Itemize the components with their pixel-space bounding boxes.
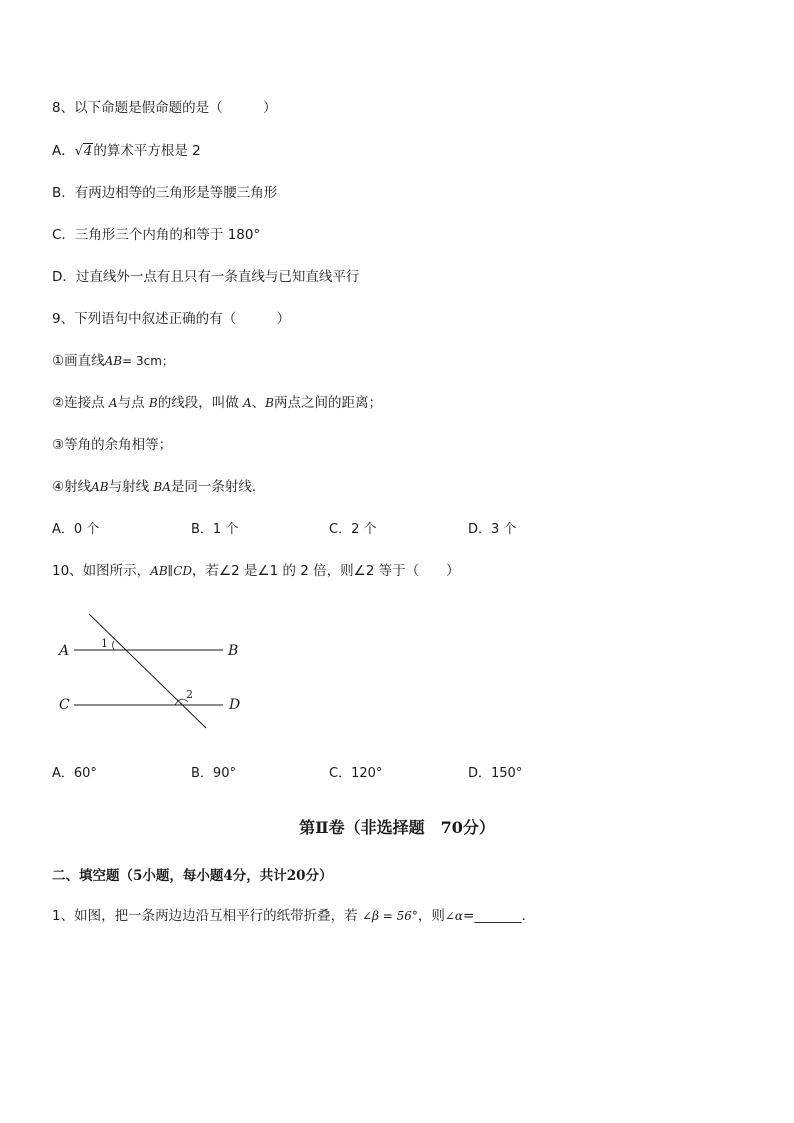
- q9-s1-text-b: = 3cm；: [122, 354, 174, 368]
- parallel-lines-figure: [50, 605, 260, 735]
- fill1-beta: ∠β = 56°: [361, 909, 418, 923]
- label-angle-1: 1: [101, 637, 108, 650]
- q9-s2-text-b: 与点: [117, 395, 149, 411]
- label-a: A: [59, 643, 70, 659]
- q9-s2-var-a2: A: [243, 396, 252, 410]
- q10-stem-var: AB∥CD: [150, 564, 193, 578]
- fill-in-section-heading: 二、填空题（5小题，每小题4分，共计20分）: [52, 868, 333, 884]
- q9-s1-text: ①画直线: [52, 353, 105, 369]
- q9-s4-text-c: 是同一条射线．: [170, 479, 266, 495]
- fill1-alpha: ∠α: [444, 909, 464, 923]
- q9-s2-text-a: ②连接点: [52, 395, 109, 411]
- q8-option-b: B．有两边相等的三角形是等腰三角形: [52, 185, 278, 201]
- q9-s4-var-ab: AB: [91, 480, 109, 494]
- q10-stem: [52, 562, 460, 580]
- q9-s4-var-ba: BA: [153, 480, 171, 494]
- q8-stem: 8、以下命题是假命题的是（ ）: [52, 100, 277, 116]
- label-d: D: [229, 697, 241, 713]
- q8-option-a: [52, 142, 201, 161]
- q9-s4-text-b: 与射线: [108, 479, 154, 495]
- q9-statement-3: ③等角的余角相等；: [52, 437, 173, 453]
- q9-s2-var-b2: B: [265, 396, 274, 410]
- q9-statement-2: [52, 394, 382, 412]
- fill1-text-c: =_______．: [463, 908, 536, 924]
- q10-option-d: D．150°: [468, 766, 523, 781]
- transversal-line: [89, 614, 206, 728]
- q9-s4-text-a: ④射线: [52, 479, 92, 495]
- q10-option-b: B．90°: [191, 766, 236, 781]
- q8-option-a-prefix: A．: [52, 143, 75, 159]
- q10-stem-text-a: 10、如图所示，: [52, 563, 151, 579]
- q8-option-d: D．过直线外一点有且只有一条直线与已知直线平行: [52, 269, 360, 285]
- q9-option-a: A．0 个: [52, 522, 100, 537]
- label-b: B: [228, 643, 239, 659]
- q9-s2-var-a: A: [108, 396, 118, 410]
- label-c: C: [59, 697, 70, 713]
- q9-s2-text-c: 的线段，叫做: [157, 395, 243, 411]
- sqrt-expression: √4: [74, 144, 93, 159]
- q9-s1-var: AB: [104, 354, 123, 368]
- fill1-text-b: ，则: [417, 908, 445, 924]
- q10-option-a: A．60°: [52, 766, 97, 781]
- fill-question-1: [52, 907, 535, 925]
- fill1-text-a: 1、如图，把一条两边边沿互相平行的纸带折叠，若: [52, 908, 362, 924]
- q8-option-a-text: 的算术平方根是 2: [93, 143, 201, 159]
- angle-1-arc: [113, 641, 115, 650]
- q9-option-d: D．3 个: [468, 522, 517, 537]
- q8-option-c: C．三角形三个内角的和等于 180°: [52, 227, 261, 243]
- q9-s2-text-d: 、: [251, 395, 266, 411]
- q10-option-c: C．120°: [329, 766, 383, 781]
- q10-stem-text-b: ，若∠2 是∠1 的 2 倍，则∠2 等于（ ）: [192, 563, 460, 579]
- q9-s2-text-e: 两点之间的距离；: [274, 395, 382, 411]
- sqrt-radicand: 4: [84, 144, 93, 159]
- q9-option-b: B．1 个: [191, 522, 239, 537]
- q9-stem: 9、下列语句中叙述正确的有（ ）: [52, 311, 291, 327]
- q9-statement-1: [52, 352, 174, 370]
- q9-option-c: C．2 个: [329, 522, 377, 537]
- label-angle-2: 2: [186, 688, 193, 701]
- q9-statement-4: [52, 478, 265, 496]
- q9-s2-var-b: B: [148, 396, 158, 410]
- part-2-title: 第Ⅱ卷（非选择题 70分）: [299, 818, 495, 837]
